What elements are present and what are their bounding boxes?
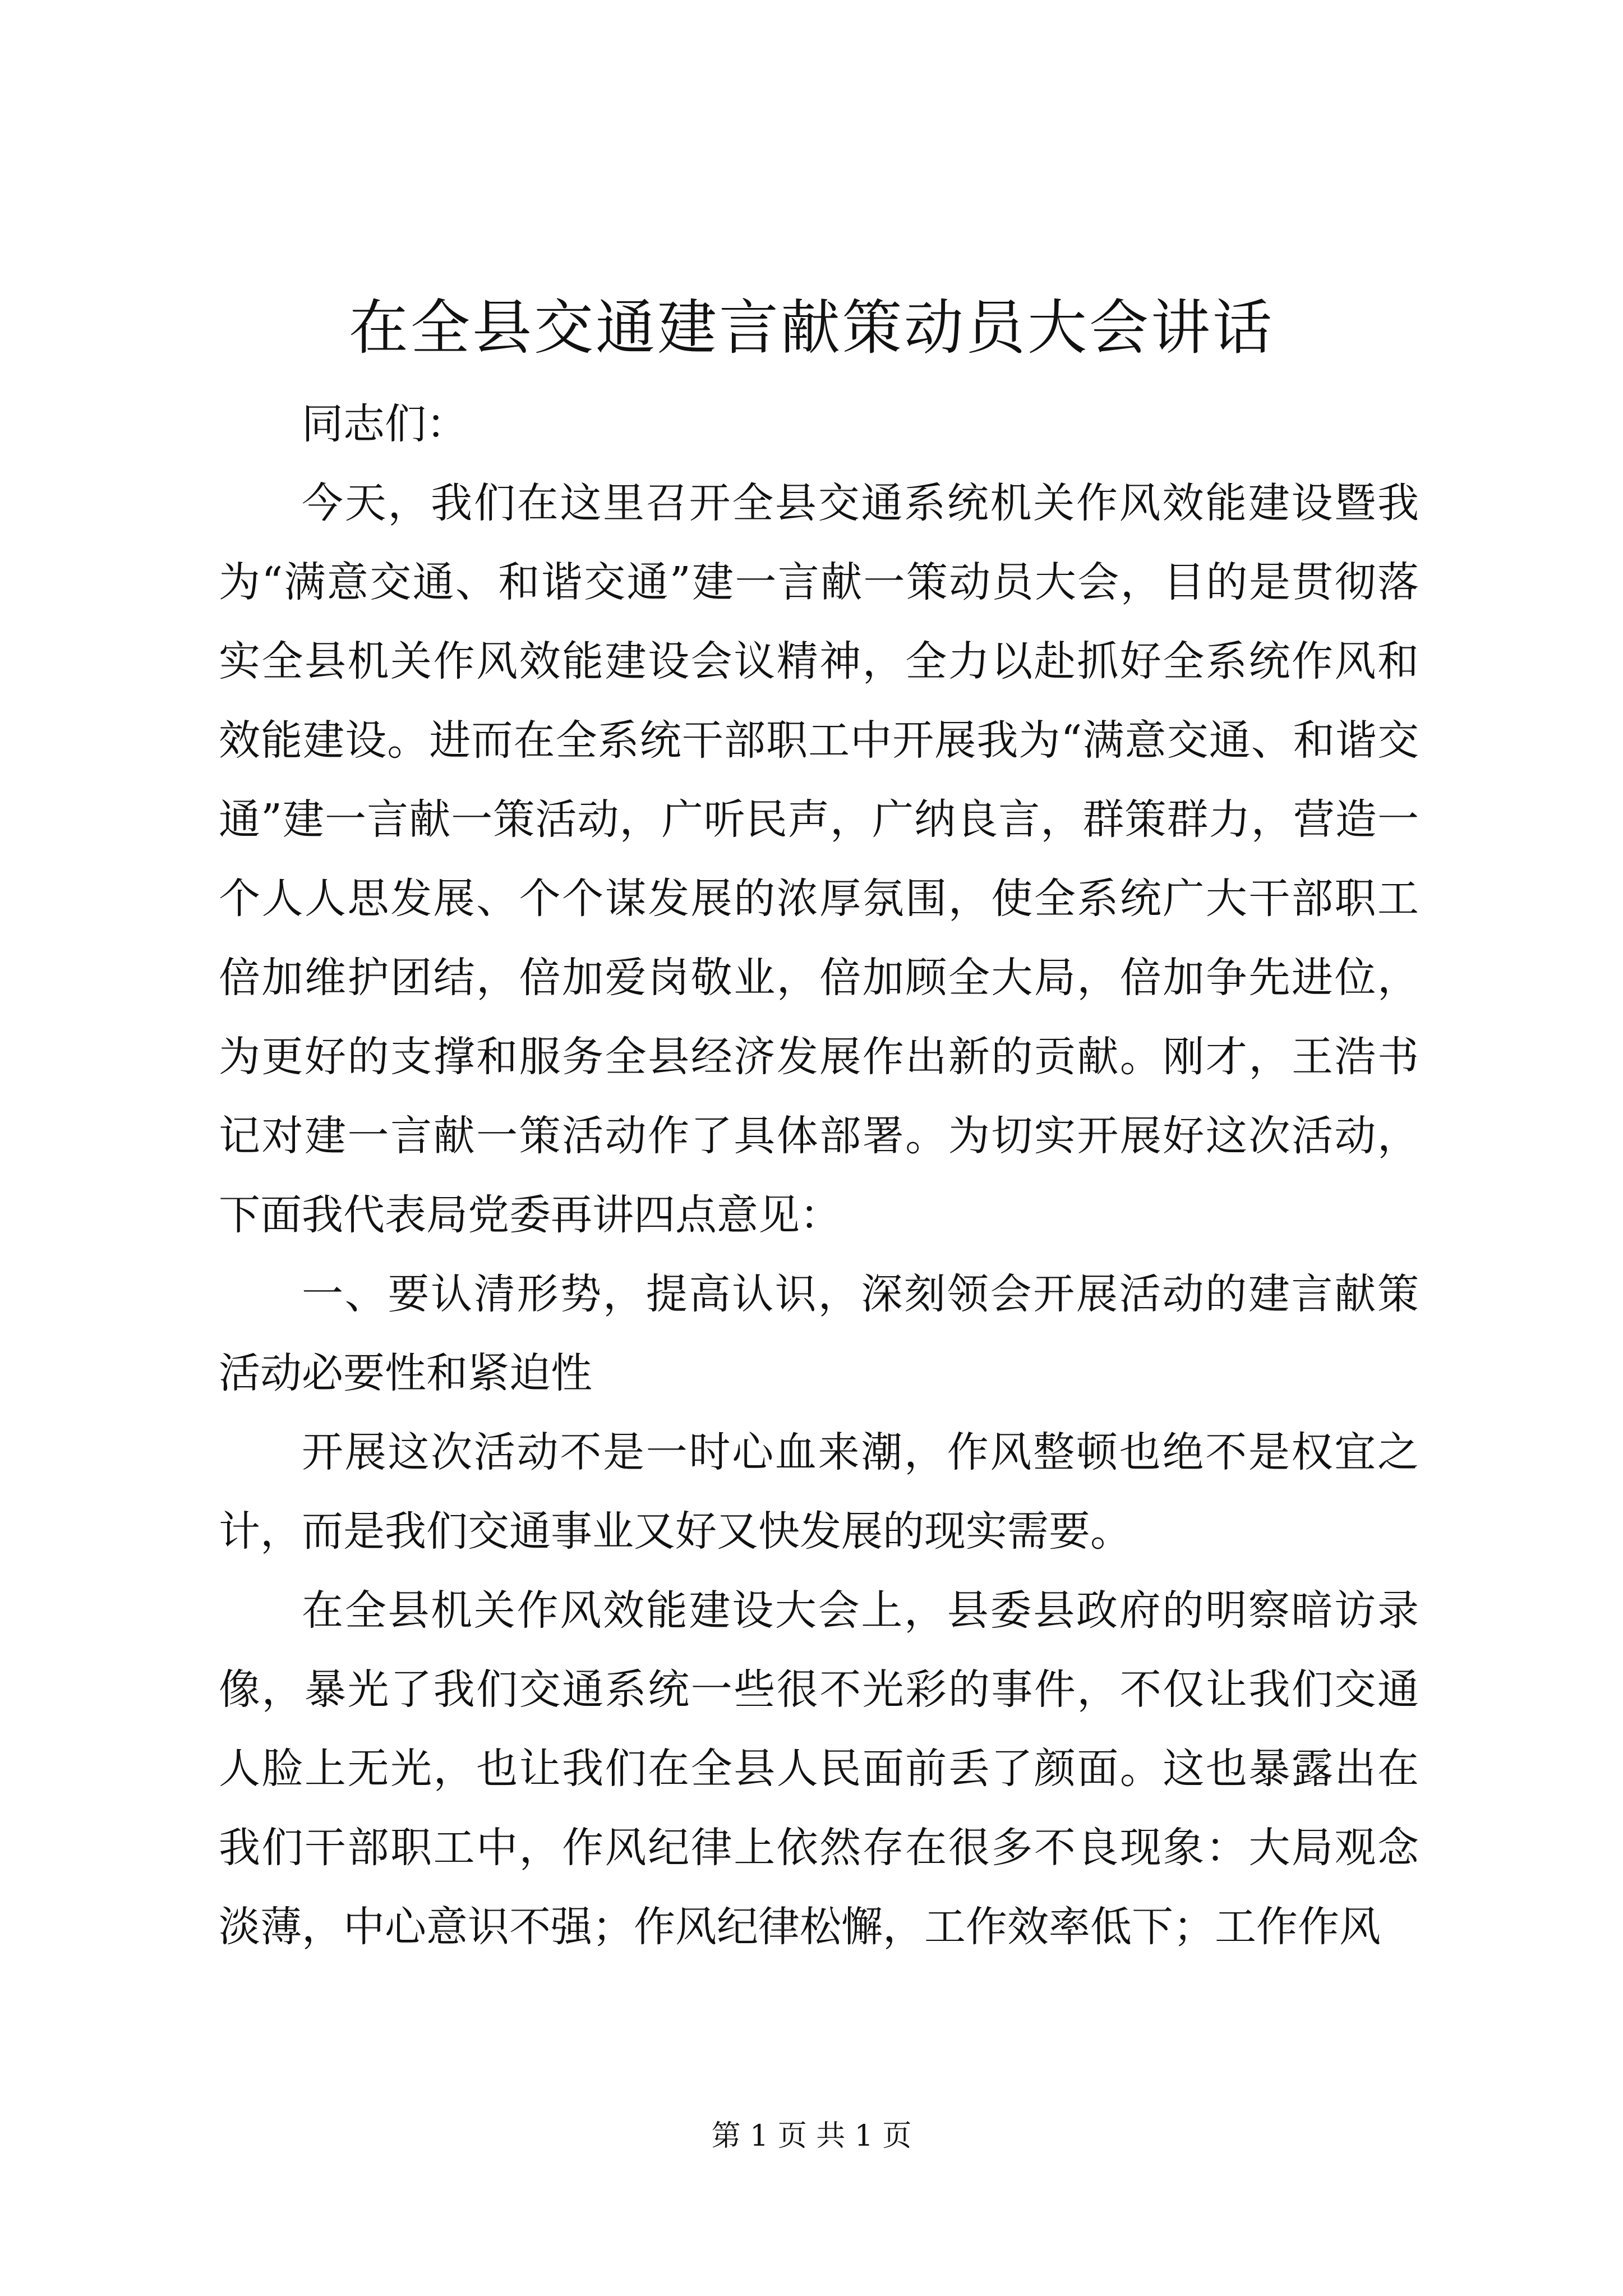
- body-paragraph: 开展这次活动不是一时心血来潮，作风整顿也绝不是权宜之计，而是我们交通事业又好又快发展的现实需要。: [219, 1428, 1419, 1556]
- body-paragraph: 在全县机关作风效能建设大会上，县委县政府的明察暗访录像，暴光了我们交通系统一些很不光彩的事件，不仅让我们交通人脸上无光，也让我们在全县人民面前丢了颜面。这也暴露出在我们干部职工中，作风纪律上依然存在很多不良现象：大局观念淡薄，中心意识不强；作风纪律松懈，工作效率低下；工作作风: [219, 1586, 1419, 1951]
- opening-paragraph: 今天，我们在这里召开全县交通系统机关作风效能建设暨我为“满意交通、和谐交通”建一言献一策动员大会，目的是贯彻落实全县机关作风效能建设会议精神，全力以赴抓好全系统作风和效能建设。进而在全系统干部职工中开展我为“满意交通、和谐交通”建一言献一策活动，广听民声，广纳良言，群策群力，营造一个人人思发展、个个谋发展的浓厚氛围，使全系统广大干部职工倍加维护团结，倍加爱岗敬业，倍加顾全大局，倍加争先进位，为更好的支撑和服务全县经济发展作出新的贡献。刚才，王浩书记对建一言献一策活动作了具体部署。为切实开展好这次活动，下面我代表局党委再讲四点意见：: [219, 479, 1419, 1239]
- salutation-paragraph: 同志们：: [302, 400, 468, 448]
- document-title: 在全县交通建言献策动员大会讲话: [349, 293, 1274, 362]
- document-body: [219, 385, 1419, 1967]
- section-heading-one: 一、要认清形势，提高认识，深刻领会开展活动的建言献策活动必要性和紧迫性: [219, 1270, 1419, 1397]
- page-footer: 第 1 页 共 1 页: [711, 2119, 912, 2153]
